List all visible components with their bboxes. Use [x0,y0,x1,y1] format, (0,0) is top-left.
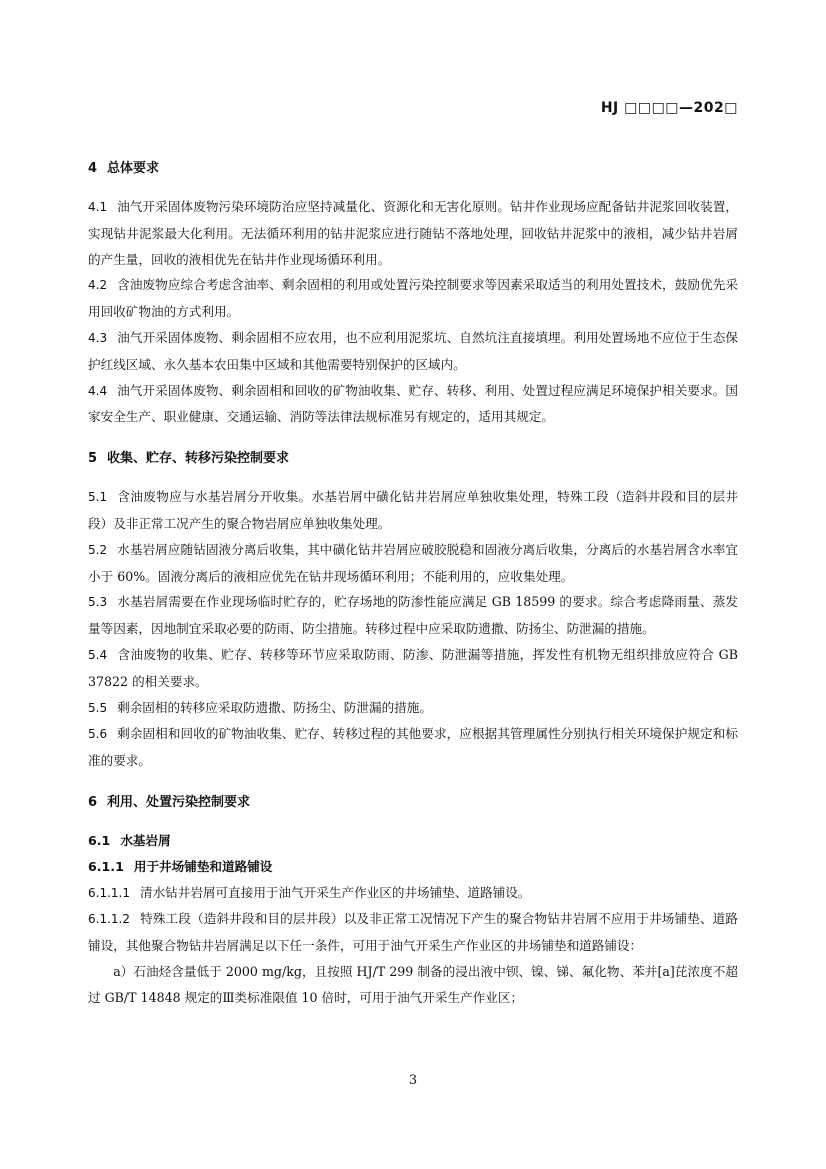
section-heading-4 [88,158,738,180]
section-number: 5 [88,451,98,467]
document-body [88,158,738,1011]
clause-5-3 [88,589,738,642]
clause-text: 水基岩屑需要在作业现场临时贮存的，贮存场地的防渗性能应满足 GB 18599 的要求。综合考虑降雨量、蒸发量等因素，因地制宜采取必要的防雨、防尘措施。转移过程中应采取防遗撒、防扬尘、防泄漏的措施。 [88,594,738,637]
section-number: 4 [88,161,98,176]
section-heading-6 [88,792,738,814]
clause-text: 油气开采固体废物污染环境防治应坚持减量化、资源化和无害化原则。钻井作业现场应配备钻井泥浆回收装置，实现钻井泥浆最大化利用。无法循环利用的钻井泥浆应进行随钻不落地处理，回收钻井泥浆中的液相，减少钻井岩屑的产生量，回收的液相优先在钻井作业现场循环利用。 [88,199,738,267]
clause-number: 5.2 [88,542,108,557]
clause-text: 特殊工段（造斜井段和目的层井段）以及非正常工况情况下产生的聚合物钻井岩屑不应用于井场铺垫、道路铺设，其他聚合物钻井岩屑满足以下任一条件，可用于油气开采生产作业区的井场铺垫和道路铺设： [88,911,738,954]
clause-6-1-1-2 [88,906,738,959]
clause-4-3 [88,325,738,378]
section-title: 收集、贮存、转移污染控制要求 [107,451,290,467]
clause-5-6 [88,721,738,774]
clause-number: 4.4 [88,383,108,398]
clause-text: 含油废物应综合考虑含油率、剩余固相的利用或处置污染控制要求等因素采取适当的利用处置技术，鼓励优先采用回收矿物油的方式利用。 [88,277,738,320]
clause-6-1-1-1 [88,880,738,907]
clause-number: 6.1.1.2 [88,912,130,927]
clause-text: 含油废物应与水基岩屑分开收集。水基岩屑中磺化钻井岩屑应单独收集处理，特殊工段（造斜井段和目的层井段）及非正常工况产生的聚合物岩屑应单独收集处理。 [88,489,738,531]
section-number: 6 [88,794,98,810]
section-heading-5 [88,448,738,470]
clause-text: 清水钻井岩屑可直接用于油气开采生产作业区的井场铺垫、道路铺设。 [139,884,531,900]
clause-number: 5.4 [88,647,108,662]
clause-5-1 [88,484,738,537]
clause-5-4 [88,642,738,695]
clause-number: 6.1.1.1 [88,885,130,900]
clause-number: 5.1 [88,490,108,505]
clause-text: 油气开采固体废物、剩余固相和回收的矿物油收集、贮存、转移、利用、处置过程应满足环境保护相关要求。国家安全生产、职业健康、交通运输、消防等法律法规标准另有规定的，适用其规定。 [88,382,738,425]
clause-5-5 [88,695,738,722]
clause-5-2 [88,537,738,590]
section-title: 总体要求 [107,161,160,176]
subsection-heading-6-1-1 [88,854,738,880]
clause-text: 含油废物的收集、贮存、转移等环节应采取防雨、防渗、防泄漏等措施，挥发性有机物无组织排放应符合 GB 37822 的相关要求。 [88,646,738,689]
clause-4-1 [88,194,738,272]
list-item-a: a）石油烃含量低于 2000 mg/kg，且按照 HJ/T 299 制备的浸出液中钡、镍、锑、氟化物、苯并[a]芘浓度不超过 GB/T 14848 规定的Ⅲ类标准限值 10 倍时，可用于油气开采生产作业区； [88,963,738,1005]
clause-number: 5.5 [88,700,108,715]
section-title: 利用、处置污染控制要求 [107,794,251,810]
clause-number: 4.3 [88,330,108,345]
subsection-title: 用于井场铺垫和道路铺设 [133,858,273,874]
clause-number: 5.6 [88,727,108,742]
clause-number: 5.3 [88,595,108,610]
clause-text: 油气开采固体废物、剩余固相不应农用，也不应利用泥浆坑、自然坑注直接填埋。利用处置场地不应位于生态保护红线区域、永久基本农田集中区域和其他需要特别保护的区域内。 [88,329,738,372]
clause-number: 4.2 [88,278,108,293]
page-number: 3 [408,1073,418,1088]
clause-text: 剩余固相的转移应采取防遗撒、防扬尘、防泄漏的措施。 [117,699,432,715]
subsection-number: 6.1 [88,832,111,848]
subsection-heading-6-1 [88,828,738,854]
clause-text: 水基岩屑应随钻固液分离后收集，其中磺化钻井岩屑应破胶脱稳和固液分离后收集，分离后的水基岩屑含水率宜小于 60%。固液分离后的液相应优先在钻井现场循环利用；不能利用的，应收集处理。 [88,541,738,584]
clause-text: 剩余固相和回收的矿物油收集、贮存、转移过程的其他要求，应根据其管理属性分别执行相关环境保护规定和标准的要求。 [88,726,738,769]
subsection-number: 6.1.1 [88,858,124,874]
subsection-title: 水基岩屑 [120,832,171,848]
clause-4-4 [88,378,738,431]
document-code: HJ □□□□—202□ [600,100,738,116]
clause-4-2 [88,272,738,325]
clause-number: 4.1 [88,200,108,214]
